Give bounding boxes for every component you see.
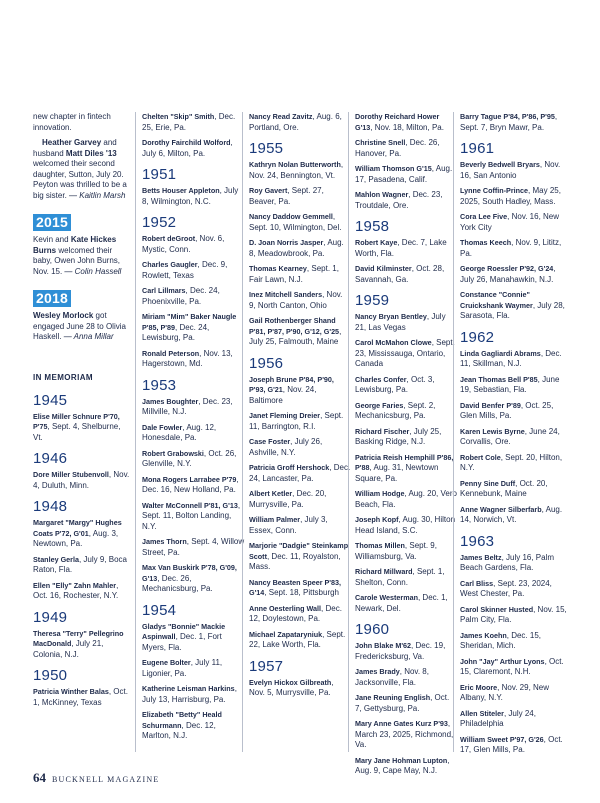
obituary-entry: Nancy Beasten Speer P'83, G'14, Sept. 18, Pittsburgh [249, 577, 341, 597]
obituary-entry: William Palmer, July 3, Essex, Conn. [249, 515, 328, 535]
obituary-entry: James Koehn, Dec. 15, Sheridan, Mich. [460, 630, 541, 650]
class-note-paragraph: Heather Garvey and husband Matt Diles '13 welcomed their second daughter, Sutton, July 20. Peyton was thrilled to be a big sister. — Kaitlin Marsh [33, 138, 127, 200]
obituary-entry: Allen Stiteler, July 24, Philadelphia [460, 708, 536, 728]
obituary-entry: Patricia Reish Hemphill P'86, P'88, Aug. 31, Newtown Square, Pa. [355, 452, 454, 483]
column-1 [33, 112, 131, 752]
column-3 [242, 112, 351, 752]
obituary-entry: Miriam "Mim" Baker Naugle P'85, P'89, Dec. 24, Lewisburg, Pa. [142, 312, 237, 342]
page-footer [33, 770, 159, 786]
column-2 [135, 112, 246, 752]
obituary-entry: William Sweet P'97, G'26, Oct. 17, Glen Mills, Pa. [460, 734, 563, 754]
obituary-entry: George Roessler P'92, G'24, July 26, Manahawkin, N.J. [460, 264, 556, 284]
obituary-entry: James Boughter, Dec. 23, Millville, N.J. [142, 396, 233, 416]
class-year-heading: 2015 [33, 214, 71, 231]
obituary-entry: Joseph Kopf, Aug. 30, Hilton Head Island, S.C. [355, 515, 456, 535]
obituary-entry: Charles Confer, Oct. 3, Lewisburg, Pa. [355, 374, 435, 394]
class-year-heading: 1961 [460, 140, 495, 157]
obituary-entry: Gail Rothenberger Shand P'81, P'87, P'90, G'12, G'25, July 25, Falmouth, Maine [249, 316, 342, 346]
class-year-heading: 1946 [33, 450, 68, 467]
obituary-entry: Barry Tague P'84, P'86, P'95, Sept. 7, Bryn Mawr, Pa. [460, 112, 558, 132]
obituary-entry: Mary Anne Gates Kurz P'93, March 23, 2025, Richmond, Va. [355, 719, 454, 749]
obituary-entry: Beverly Bedwell Bryars, Nov. 16, San Antonio [460, 160, 561, 180]
obituary-entry: Penny Sine Duff, Oct. 20, Kennebunk, Maine [460, 478, 548, 498]
class-year-heading: 1953 [142, 376, 177, 394]
publication-name: BUCKNELL MAGAZINE [52, 775, 160, 784]
class-note-paragraph: Kevin and Kate Hickes Burns welcomed their baby, Owen John Burns, Nov. 15. — Colin Hassell [33, 235, 122, 276]
obituary-entry: Roy Gavert, Sept. 27, Beaver, Pa. [249, 186, 324, 206]
obituary-entry: Dorothy Fairchild Wolford, July 6, Milton, Pa. [142, 138, 233, 158]
class-year-heading: 1945 [33, 391, 68, 409]
obituary-entry: Joseph Brune P'84, P'90, P'93, G'21, Nov. 24, Baltimore [249, 374, 334, 405]
column-5 [453, 112, 570, 752]
obituary-entry: Elizabeth "Betty" Heald Schurmann, Dec. 12, Marlton, N.J. [142, 710, 222, 740]
obituary-entry: Karen Lewis Byrne, June 24, Corvallis, Ore. [460, 426, 560, 446]
obituary-entry: James Beltz, July 16, Palm Beach Gardens, Fla. [460, 552, 555, 572]
obituary-entry: D. Joan Norris Jasper, Aug. 8, Meadowbrook, Pa. [249, 238, 344, 258]
obituary-entry: Jane Reuning English, Oct. 7, Gettysburg, Pa. [355, 693, 450, 713]
obituary-entry: Richard Fischer, July 25, Basking Ridge, N.J. [355, 426, 442, 446]
obituary-entry: Marjorie "Dadgie" Steinkamp Scott, Dec. 11, Royalston, Mass. [249, 541, 349, 571]
obituary-entry: Charles Gaugler, Dec. 9, Rowlett, Texas [142, 260, 228, 280]
obituary-entry: Michael Zapataryniuk, Sept. 22, Lake Worth, Fla. [249, 629, 346, 649]
class-year-heading: 1950 [33, 667, 68, 684]
obituary-entry: Lynne Coffin-Prince, May 25, 2025, South Hadley, Mass. [460, 186, 561, 206]
obituary-entry: Max Van Buskirk P'78, G'09, G'13, Dec. 26, Mechanicsburg, Pa. [142, 563, 237, 593]
obituary-entry: David Kilminster, Oct. 28, Savannah, Ga. [355, 264, 445, 284]
obituary-entry: Stanley Gerla, July 9, Boca Raton, Fla. [33, 554, 127, 574]
obituary-entry: Linda Gagliardi Abrams, Dec. 11, Skillman, N.J. [460, 348, 562, 368]
obituary-entry: Robert deGroot, Nov. 6, Mystic, Conn. [142, 234, 225, 254]
class-year-heading: 1949 [33, 608, 68, 626]
obituary-entry: Patricia Winther Balas, Oct. 1, McKinney, Texas [33, 687, 128, 707]
class-year-heading: 1955 [249, 140, 284, 157]
obituary-entry: Patricia Groff Hershock, Dec. 24, Lancaster, Pa. [249, 463, 351, 483]
column-4 [348, 112, 457, 775]
class-note-paragraph: Wesley Morlock got engaged June 28 to Olivia Haskell. — Anna Millar [33, 311, 126, 341]
obituary-entry: Mona Rogers Larrabee P'79, Dec. 16, New Holland, Pa. [142, 474, 239, 494]
obituary-entry: Carl Bliss, Sept. 23, 2024, West Chester, Pa. [460, 578, 552, 598]
obituary-entry: Case Foster, July 26, Ashville, N.Y. [249, 437, 323, 457]
obituary-entry: Richard Millward, Sept. 1, Shelton, Conn. [355, 567, 445, 587]
obituary-entry: Thomas Kearney, Sept. 1, Fair Lawn, N.J. [249, 264, 339, 284]
obituary-entry: Jean Thomas Bell P'85, June 19, Sebastian, Fla. [460, 374, 560, 394]
class-note-paragraph: new chapter in fintech innovation. [33, 112, 111, 132]
obituary-entry: Anne Wagner Silberfarb, Aug. 14, Norwich, Vt. [460, 504, 563, 524]
obituary-entry: James Brady, Nov. 8, Jacksonville, Fla. [355, 667, 429, 687]
obituary-entry: Evelyn Hickox Gilbreath, Nov. 5, Murrysville, Pa. [249, 677, 334, 697]
section-heading: IN MEMORIAM [33, 372, 93, 382]
obituary-entry: Katherine Leisman Harkins, July 13, Harrisburg, Pa. [142, 684, 237, 704]
class-year-heading: 1948 [33, 498, 68, 515]
obituary-entry: Dore Miller Stubenvoll, Nov. 4, Duluth, Minn. [33, 470, 130, 490]
obituary-entry: Nancy Bryan Bentley, July 21, Las Vegas [355, 312, 446, 332]
class-year-heading: 1959 [355, 292, 390, 309]
obituary-entry: Kathryn Nolan Butterworth, Nov. 24, Bennington, Vt. [249, 160, 344, 180]
obituary-entry: Dale Fowler, Aug. 12, Honesdale, Pa. [142, 422, 217, 442]
obituary-entry: Nancy Daddow Gemmell, Sept. 10, Wilmington, Del. [249, 212, 342, 232]
obituary-entry: Ellen "Elly" Zahn Mahler, Oct. 16, Rochester, N.Y. [33, 580, 119, 600]
class-year-heading: 1954 [142, 601, 177, 619]
class-year-heading: 1952 [142, 214, 177, 231]
obituary-entry: Eric Moore, Nov. 29, New Albany, N.Y. [460, 682, 550, 702]
obituary-entry: Constance "Connie" Cruickshank Waymer, July 28, Sarasota, Fla. [460, 290, 565, 320]
obituary-entry: Carol McMahon Clowe, Sept. 23, Mississauga, Ontario, Canada [355, 338, 455, 368]
obituary-entry: Carol Skinner Husted, Nov. 15, Palm City, Fla. [460, 604, 567, 624]
obituary-entry: Anne Oesterling Wall, Dec. 12, Doylestown, Pa. [249, 603, 342, 623]
obituary-entry: Thomas Keech, Nov. 9, Lititz, Pa. [460, 238, 562, 258]
obituary-entry: Chelten "Skip" Smith, Dec. 25, Erie, Pa. [142, 112, 236, 132]
obituary-entry: Carl Lillmars, Dec. 24, Phoenixville, Pa. [142, 286, 220, 306]
obituary-entry: Christine Snell, Dec. 26, Hanover, Pa. [355, 138, 440, 158]
obituary-entry: Robert Grabowski, Oct. 26, Glenville, N.Y. [142, 448, 237, 468]
obituary-entry: Inez Mitchell Sanders, Nov. 9, North Canton, Ohio [249, 290, 343, 310]
class-year-heading: 1962 [460, 328, 495, 346]
obituary-entry: Mary Jane Hohman Lupton, Aug. 9, Cape May, N.J. [355, 755, 450, 775]
obituary-entry: John Blake M'62, Dec. 19, Fredericksburg, Va. [355, 641, 446, 661]
obituary-entry: Theresa "Terry" Pellegrino MacDonald, July 21, Colonia, N.J. [33, 628, 124, 659]
obituary-entry: James Thorn, Sept. 4, Willow Street, Pa. [142, 537, 245, 557]
class-year-heading: 1951 [142, 166, 177, 183]
obituary-entry: William Hodge, Aug. 20, Vero Beach, Fla. [355, 489, 457, 509]
obituary-entry: Betts Houser Appleton, July 8, Wilmington, N.C. [142, 186, 239, 206]
obituary-entry: Robert Cole, Sept. 20, Hilton, N.Y. [460, 452, 563, 472]
obituary-entry: John "Jay" Arthur Lyons, Oct. 15, Claremont, N.H. [460, 656, 564, 676]
obituary-entry: George Faries, Sept. 2, Mechanicsburg, Pa. [355, 400, 436, 420]
class-year-heading: 1957 [249, 657, 284, 675]
class-year-heading: 1958 [355, 218, 390, 235]
obituary-entry: Cora Lee Five, Nov. 16, New York City [460, 212, 560, 232]
class-year-heading: 1960 [355, 621, 390, 638]
obituary-entry: Eugene Bolter, July 11, Ligonier, Pa. [142, 658, 223, 678]
obituary-entry: Mahlon Wagner, Dec. 23, Troutdale, Ore. [355, 190, 443, 210]
obituary-entry: William Thomson G'15, Aug. 17, Pasadena, Calif. [355, 164, 453, 184]
obituary-entry: Elise Miller Schnure P'70, P'75, Sept. 4, Shelburne, Vt. [33, 411, 121, 442]
obituary-entry: Ronald Peterson, Nov. 13, Hagerstown, Md. [142, 348, 233, 368]
obituary-entry: Robert Kaye, Dec. 7, Lake Worth, Fla. [355, 238, 447, 258]
obituary-entry: Walter McConnell P'81, G'13, Sept. 11, Bolton Landing, N.Y. [142, 500, 241, 531]
obituary-entry: Thomas Millen, Sept. 9, Williamsburg, Va. [355, 541, 437, 561]
obituary-entry: David Benfer P'89, Oct. 25, Glen Mills, Pa. [460, 400, 554, 420]
obituary-entry: Janet Fleming Dreier, Sept. 11, Barrington, R.I. [249, 411, 344, 431]
class-year-heading: 1963 [460, 532, 495, 550]
obituary-entry: Albert Ketler, Dec. 20, Murrysville, Pa. [249, 489, 327, 509]
class-year-heading: 2018 [33, 290, 71, 307]
obituary-entry: Gladys "Bonnie" Mackie Aspinwall, Dec. 1, Fort Myers, Fla. [142, 621, 226, 652]
obituary-entry: Nancy Read Zavitz, Aug. 6, Portland, Ore. [249, 112, 342, 132]
page-number: 64 [33, 770, 46, 785]
obituary-entry: Margaret "Margy" Hughes Coats P'72, G'01, Aug. 3, Newtown, Pa. [33, 518, 122, 548]
obituary-entry: Dorothy Reichard Hower G'13, Nov. 18, Milton, Pa. [355, 112, 444, 132]
class-year-heading: 1956 [249, 354, 284, 372]
obituary-entry: Carole Westerman, Dec. 1, Newark, Del. [355, 593, 448, 613]
